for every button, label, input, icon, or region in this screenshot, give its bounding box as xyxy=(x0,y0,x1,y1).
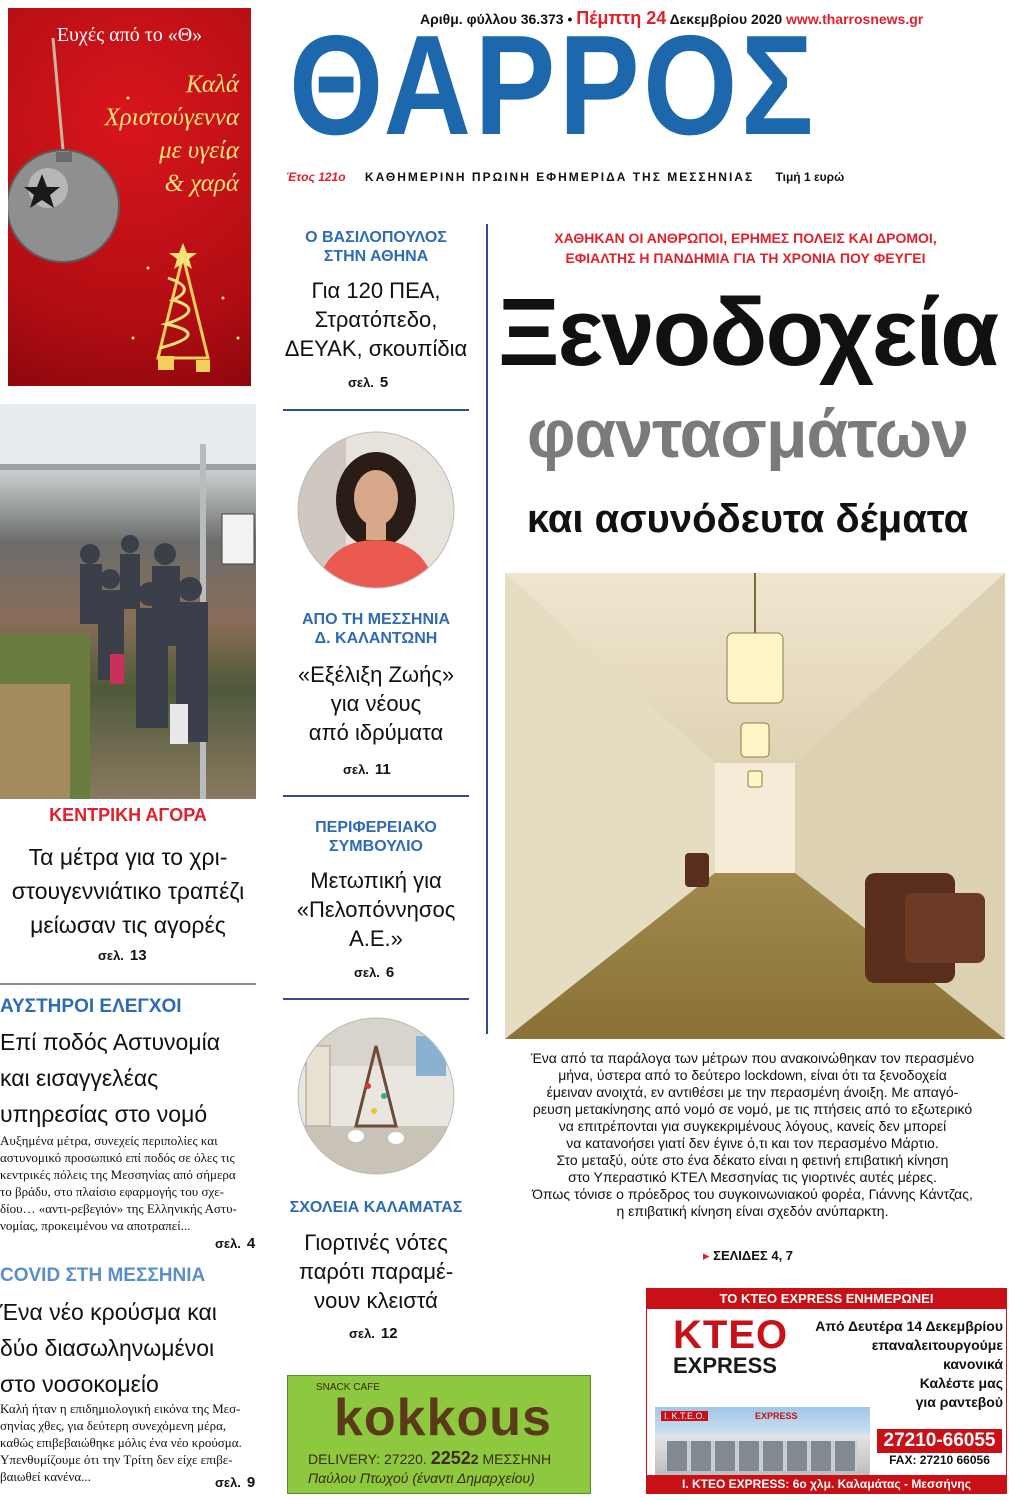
story2-page-ref[interactable]: σελ. 11 xyxy=(343,761,391,778)
covid-kicker: COVID ΣΤΗ ΜΕΣΣΗΝΙΑ xyxy=(0,1265,206,1286)
story1-page-ref[interactable]: σελ. 5 xyxy=(348,374,389,391)
ad-phone[interactable]: 27210-66055 xyxy=(877,1429,1002,1453)
ad-fax: FAX: 27210 66056 xyxy=(889,1453,990,1467)
station-photo xyxy=(655,1407,870,1475)
ad-brand: kokkous xyxy=(334,1389,552,1447)
police-headline[interactable]: Επί ποδός Αστυνομία και εισαγγελέας υπηρεσίας στο νομό xyxy=(0,1029,220,1127)
story3-headline[interactable]: Μετωπική για «Πελοπόννησος Α.Ε.» xyxy=(296,868,456,951)
story2-headline[interactable]: «Εξέλιξη Ζωής» για νέους από ιδρύματα xyxy=(297,662,455,745)
market-crowd-photo xyxy=(0,404,256,799)
issue-month: Δεκεμβρίου 2020 xyxy=(669,11,783,27)
main-title-line3[interactable]: και ασυνόδευτα δέματα xyxy=(526,497,969,541)
year-label: Έτος 121ο xyxy=(286,170,346,184)
covid-body: Καλή ήταν η επιδημιολογική εικόνα της Μεσ- σηνίας χθες, για δεύτερη συνεχόμενη μέρα, καθώς επιβεβαιώθηκε μόλις ένα νέο κρούσμα. Υπενθυμίζουμε ότι την Τρίτη δεν είχε επιβε- βαιωθεί κανένα... xyxy=(0,1401,242,1484)
story2-kicker: ΑΠΟ ΤΗ ΜΕΣΣΗΝΙΑ Δ. ΚΑΛΑΝΤΩΝΗ xyxy=(301,611,451,647)
main-title-line1[interactable]: Ξενοδοχεία xyxy=(497,279,998,386)
tagline-row xyxy=(286,170,1006,184)
police-body: Αυξημένα μέτρα, συνεχείς περιπολίες και αστυνομικό προσωπικό επί ποδός σε όλες τις κεντρικές πόλεις της Μεσσηνίας από σήμερα το βράδυ, στο πλαίσιο εφαρμογής του σχε- δίου… «αντι-ρεβεγιόν» της Ελληνικής Αστυ- νομίας, προκειμένου να αποτραπεί... xyxy=(0,1133,237,1233)
ad-logo-sub: EXPRESS xyxy=(673,1353,777,1378)
newspaper-logo xyxy=(288,22,818,142)
ad-delivery: DELIVERY: 27220. 22522 ΜΕΣΣΗΝΗ xyxy=(308,1448,552,1468)
story4-kicker: ΣΧΟΛΕΙΑ ΚΑΛΑΜΑΤΑΣ xyxy=(289,1199,463,1216)
school-decoration-photo xyxy=(296,1016,456,1176)
station-sign-2: EXPRESS xyxy=(755,1411,798,1421)
issue-number: Αριθμ. φύλλου 36.373 xyxy=(420,11,564,27)
tagline: ΚΑΘΗΜΕΡΙΝΗ ΠΡΩΙΝΗ ΕΦΗΜΕΡΙΔΑ ΤΗΣ ΜΕΣΣΗΝΙΑΣ xyxy=(364,170,755,184)
main-kicker: ΧΑΘΗΚΑΝ ΟΙ ΑΝΘΡΩΠΟΙ, ΕΡΗΜΕΣ ΠΟΛΕΙΣ ΚΑΙ ΔΡΟΜΟΙ, ΕΦΙΑΛΤΗΣ Η ΠΑΝΔΗΜΙΑ ΓΙΑ ΤΗ ΧΡΟΝΙΑ ΠΟΥ ΦΕΥΓΕΙ xyxy=(554,230,937,266)
price-label: Τιμή 1 ευρώ xyxy=(775,170,845,184)
issue-day: Πέμπτη 24 xyxy=(576,8,667,28)
station-sign: Ι. Κ.Τ.Ε.Ο. xyxy=(661,1411,708,1421)
police-page-ref[interactable]: σελ. 4 xyxy=(215,1235,256,1252)
police-kicker: ΑΥΣΤΗΡΟΙ ΕΛΕΓΧΟΙ xyxy=(0,996,182,1017)
divider xyxy=(283,795,469,797)
story1-kicker: Ο ΒΑΣΙΛΟΠΟΥΛΟΣ ΣΤΗΝ ΑΘΗΝΑ xyxy=(305,229,447,265)
ad-greeting: Καλά Χριστούγεννα με υγεία & χαρά xyxy=(104,71,239,197)
divider xyxy=(283,409,469,411)
column-rule xyxy=(486,224,488,1034)
covid-page-ref[interactable]: σελ. 9 xyxy=(215,1474,256,1491)
ad-message: Από Δευτέρα 14 Δεκεμβρίου επαναλειτουργούμε κανονικά Καλέστε μας για ραντεβού xyxy=(815,1318,1003,1410)
ad-wish: Ευχές από το «Θ» xyxy=(56,24,203,46)
divider xyxy=(283,998,469,1000)
agora-headline[interactable]: Τα μέτρα για το χρι- στουγεννιάτικο τραπέζι μείωσαν τις αγορές xyxy=(11,844,245,938)
story3-kicker: ΠΕΡΙΦΕΡΕΙΑΚΟ ΣΥΜΒΟΥΛΙΟ xyxy=(315,819,437,855)
agora-page-ref[interactable]: σελ. 13 xyxy=(98,947,147,964)
triangle-right-icon: ▸ xyxy=(703,1248,710,1263)
hotel-corridor-photo xyxy=(505,573,1005,1039)
ad-logo: ΚΤΕΟ xyxy=(673,1313,789,1357)
main-title-line2[interactable]: φαντασμάτων xyxy=(526,396,969,472)
website-link[interactable]: www.tharrosnews.gr xyxy=(786,11,924,27)
logo-text: ΘΑΡΡΟΣ xyxy=(289,22,817,142)
ad-tag: SNACK CAFE xyxy=(316,1382,380,1393)
kteo-express-ad[interactable] xyxy=(646,1288,1007,1494)
story3-page-ref[interactable]: σελ. 6 xyxy=(354,964,395,981)
covid-headline[interactable]: Ένα νέο κρούσμα και δύο διασωληνωμένοι στο νοσοκομείο xyxy=(0,1299,217,1397)
main-page-ref[interactable]: ▸ ΣΕΛΙΔΕΣ 4, 7 xyxy=(703,1248,794,1263)
masthead-info: Αριθμ. φύλλου 36.373 • Πέμπτη 24 Δεκεμβρίου 2020 www.tharrosnews.gr xyxy=(420,8,924,28)
agora-kicker: ΚΕΝΤΡΙΚΗ ΑΓΟΡΑ xyxy=(49,805,207,825)
kokkous-cafe-ad[interactable] xyxy=(287,1375,591,1494)
ad-footer: Ι. ΚΤΕΟ EXPRESS: 6ο χλμ. Καλαμάτας - Μεσσήνης xyxy=(647,1475,1006,1493)
story4-page-ref[interactable]: σελ. 12 xyxy=(349,1325,398,1342)
christmas-greeting-ad xyxy=(8,8,251,386)
ad-banner: ΤΟ ΚΤΕΟ EXPRESS ΕΝΗΜΕΡΩΝΕΙ xyxy=(647,1289,1006,1309)
kalantoni-portrait xyxy=(296,430,456,590)
divider xyxy=(0,983,256,985)
story4-headline[interactable]: Γιορτινές νότες παρότι παραμέ- νουν κλειστά xyxy=(298,1230,454,1313)
story1-headline[interactable]: Για 120 ΠΕΑ, Στρατόπεδο, ΔΕΥΑΚ, σκουπίδια xyxy=(284,278,468,361)
main-story-body: Ένα από τα παράλογα των μέτρων που ανακοινώθηκαν τον περασμένο μήνα, ύστερα από το δεύτερο lockdown, είναι ότι τα ξενοδοχεία έμειναν ανοιχτά, εν αντιθέσει με την περασμένη άνοιξη. Με απαγό- ρευση μετακίνησης από νομό σε νομό, με τις πτήσεις από το εξωτερικό να επιτρέπονται για συγκεκριμένους λόγους, κανείς δεν μπορεί να κατανοήσει γιατί δεν έγινε ό,τι και τον περασμένο Μάρτιο. Στο μεταξύ, ούτε στο ένα δέκατο είναι η φετινή επιβατική κίνηση στο Υπεραστικό ΚΤΕΛ Μεσσηνίας τις γιορτινές αυτές μέρες. Όπως τόνισε ο πρόεδρος του συγκοινωνιακού φορέα, Γιάννης Κάντζας, η επιβατική κίνηση είναι σχεδόν ανύπαρκτη. xyxy=(530,1050,975,1219)
ad-address: Παύλου Πτωχού (έναντι Δημαρχείου) xyxy=(308,1470,535,1486)
